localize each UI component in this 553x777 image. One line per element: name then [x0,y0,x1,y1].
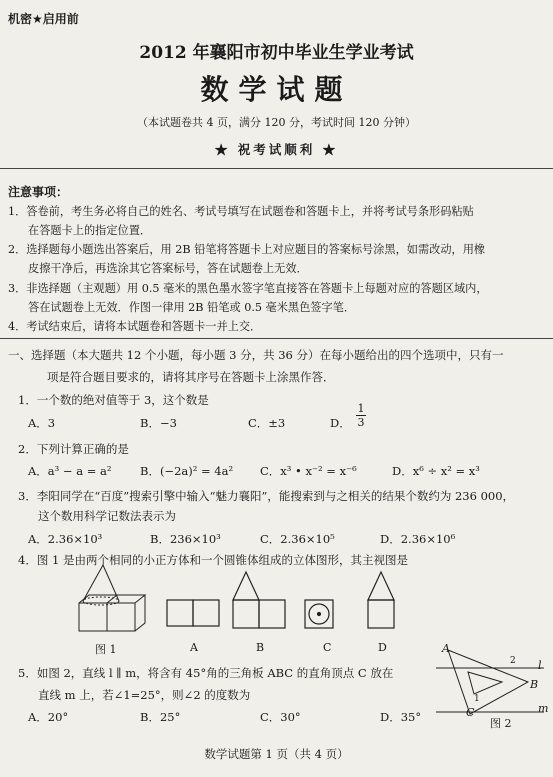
notice-line: 在答题卡上的指定位置． [28,224,152,237]
q4-option-b-letter: B [256,641,265,654]
q5-option-b: B．25° [140,710,181,724]
page-footer: 数学试题第 1 页（共 4 页） [204,747,349,761]
q2-option-c: C．x³ • x⁻² = x⁻⁶ [260,464,357,478]
q2-option-b: B．(−2a)² = 4a² [140,464,234,478]
figure-2-point-a: A [442,642,450,655]
subject-title: 数学试题 [200,73,353,106]
q1-option-c: C．±3 [248,416,286,430]
q4-option-c-view [303,598,337,630]
question-5-stem-cont: 直线 m 上，若∠1=25°，则∠2 的度数为 [38,688,251,702]
secret-label: 机密★启用前 [8,12,79,26]
q1-option-d: D． [330,416,351,430]
figure-2-line-m: m [538,702,549,715]
notice-line: 答在试题卷上无效．作图一律用 2B 铅笔或 0.5 毫米黑色签字笔． [28,301,356,314]
exam-title: 2012 年襄阳市初中毕业生学业考试 [139,43,414,63]
q5-option-a: A．20° [28,710,69,724]
q4-option-b-view [231,570,291,632]
figure-2-line-l: l [538,659,542,672]
figure-2-label: 图 2 [490,717,512,730]
q2-option-d: D．x⁶ ÷ x² = x³ [392,464,480,478]
q3-option-d: D．2.36×10⁶ [380,532,456,546]
q5-option-d: D．35° [380,710,422,724]
q3-option-c: C．2.36×10⁵ [260,532,335,546]
question-2-stem: 2．下列计算正确的是 [18,442,129,456]
fraction-numerator: 1 [357,402,365,415]
q4-option-d-view [366,570,400,632]
section-heading: 一、选择题（本大题共 12 个小题，每小题 3 分，共 36 分）在每小题给出的四个选项中，只有一 [8,348,504,362]
question-3-stem-cont: 这个数用科学记数法表示为 [38,509,176,523]
question-1-stem: 1．一个数的绝对值等于 3，这个数是 [18,393,209,407]
figure-1-label: 图 1 [95,643,117,656]
figure-2-point-c: C [466,706,475,719]
figure-2-point-b: B [530,678,539,691]
good-luck-banner: ★ 祝考试顺利 ★ [214,142,339,157]
q4-option-d-letter: D [378,641,387,654]
divider [0,338,553,339]
q3-option-a: A．2.36×10³ [28,532,103,546]
notice-line: 1．答卷前，考生务必将自己的姓名、考试号填写在试题卷和答题卡上，并将考试号条形码粘贴 [8,205,474,218]
q3-option-b: B．236×10³ [150,532,221,546]
notice-line: 皮擦干净后，再选涂其它答案标号，答在试题卷上无效． [28,262,308,275]
notice-heading: 注意事项： [8,185,69,199]
question-3-stem: 3．李阳同学在“百度”搜索引擎中输入“魅力襄阳”，能搜索到与之相关的结果个数约为 236 000， [18,489,515,503]
question-4-stem: 4．图 1 是由两个相同的小正方体和一个圆锥体组成的立体图形，其主视图是 [18,553,408,567]
q1-option-b: B．−3 [140,416,177,430]
q5-option-c: C．30° [260,710,301,724]
divider [0,168,553,169]
notice-line: 4．考试结束后，请将本试题卷和答题卡一并上交． [8,320,262,333]
q2-option-a: A．a³ − a = a² [28,464,112,478]
figure-2-angle-1: 1 [474,694,480,704]
notice-line: 3．非选择题（主观题）用 0.5 毫米的黑色墨水签字笔直接答在答题卡上每题对应的答题区域内， [8,282,488,295]
q4-option-a-view [165,598,225,630]
figure-1-solid [75,563,155,643]
q4-option-a-letter: A [190,641,198,654]
fraction-denominator: 3 [357,416,365,429]
figure-2-angle-2: 2 [510,656,516,666]
q1-option-a: A．3 [28,416,56,430]
q1-option-d-fraction [356,402,366,429]
section-heading-cont: 项是符合题目要求的，请将其序号在答题卡上涂黑作答． [47,370,335,384]
q4-option-c-letter: C [323,641,332,654]
exam-info: （本试题卷共 4 页，满分 120 分，考试时间 120 分钟） [137,116,416,129]
notice-line: 2．选择题每小题选出答案后，用 2B 铅笔将答题卡上对应题目的答案标号涂黑，如需改动，用橡 [8,243,486,256]
question-5-stem: 5．如图 2，直线 l ∥ m，将含有 45°角的三角板 ABC 的直角顶点 C 放在 [18,666,394,680]
